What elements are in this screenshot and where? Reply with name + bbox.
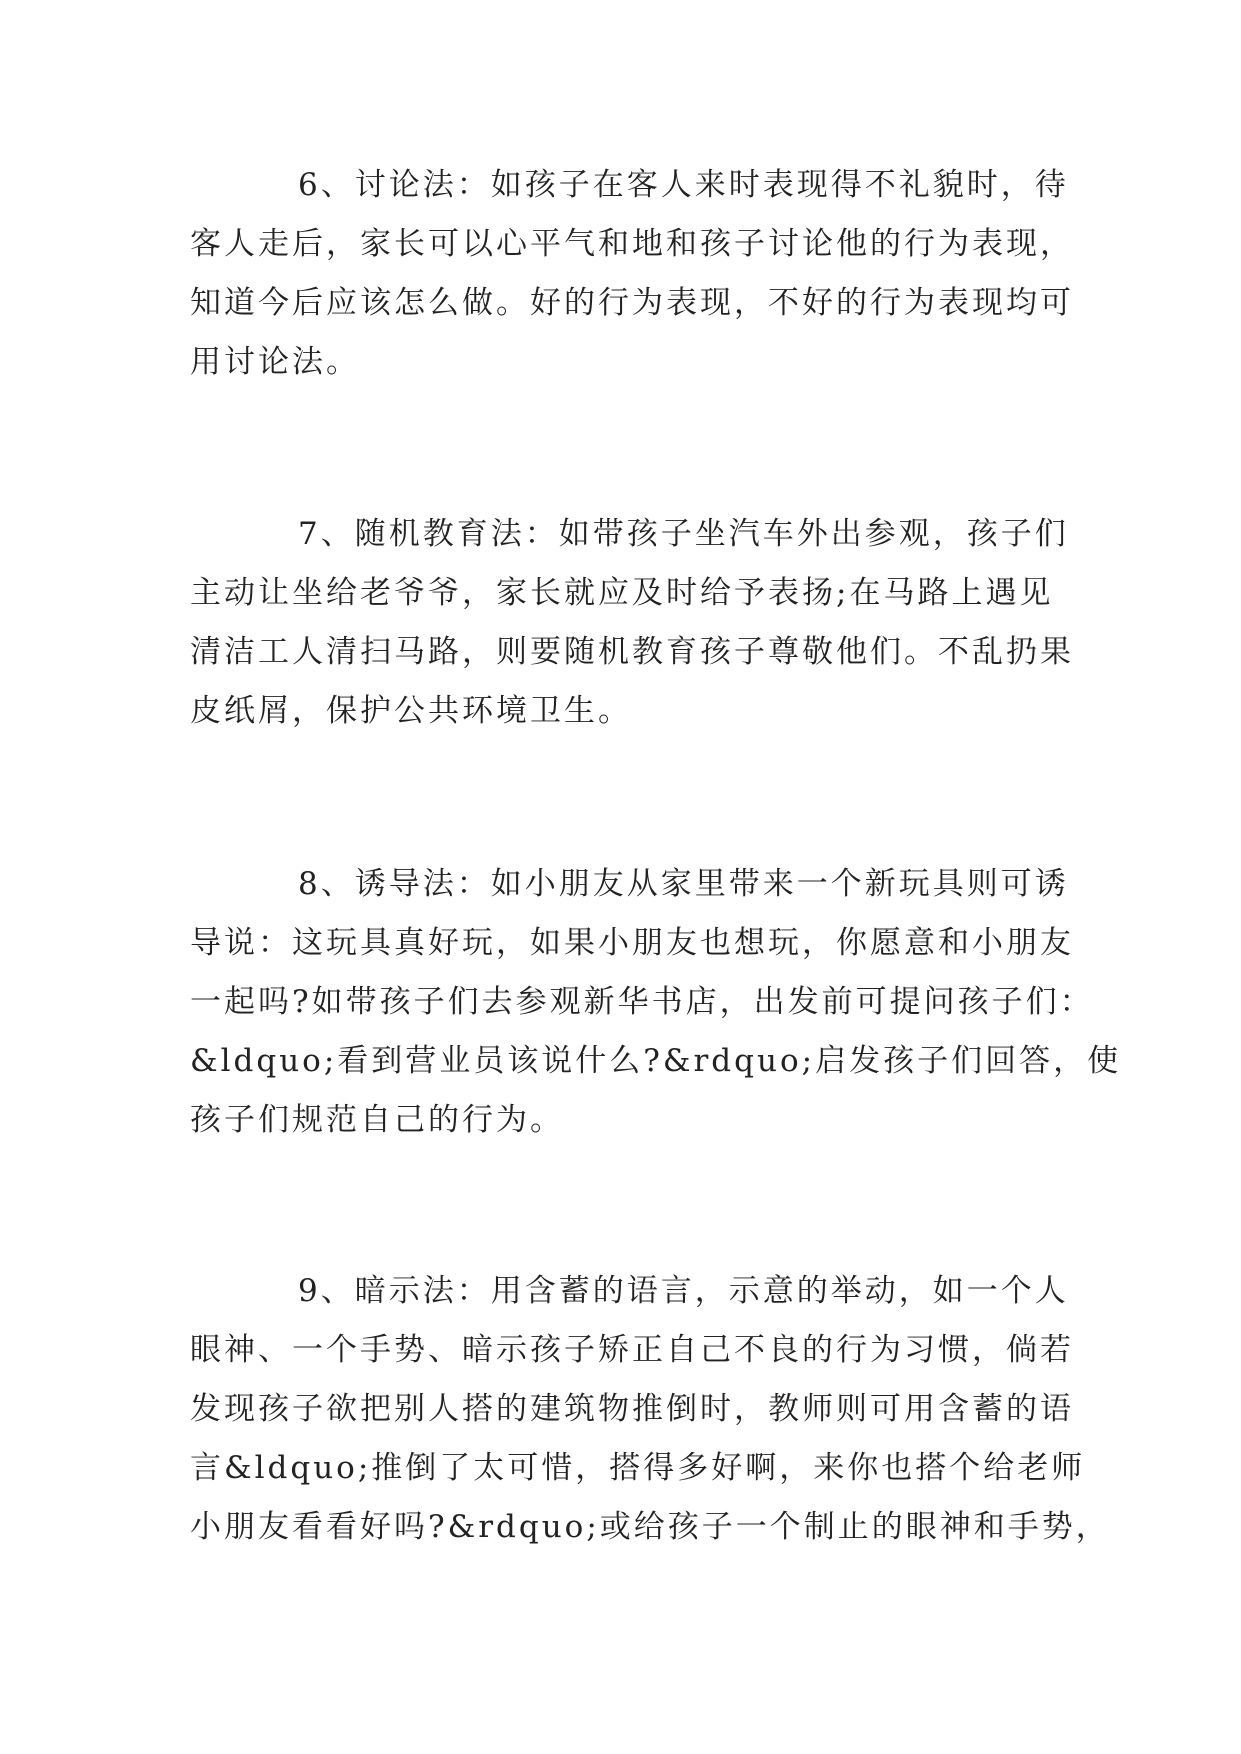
paragraph-line: 主动让坐给老爷爷，家长就应及时给予表扬;在马路上遇见 — [190, 575, 1054, 611]
paragraph-8-guidance-method — [190, 855, 1122, 1150]
paragraph-line: &ldquo;看到营业员该说什么?&rdquo;启发孩子们回答，使 — [190, 1043, 1122, 1079]
paragraph-line: 9、暗示法：用含蓄的语言，示意的举动，如一个人 — [298, 1273, 1069, 1309]
paragraph-line: 客人走后，家长可以心平气和地和孩子讨论他的行为表现， — [190, 226, 1074, 262]
paragraph-line: 清洁工人清扫马路，则要随机教育孩子尊敬他们。不乱扔果 — [190, 634, 1074, 670]
paragraph-line: 孩子们规范自己的行为。 — [190, 1102, 564, 1138]
paragraph-line: 眼神、一个手势、暗示孩子矫正自己不良的行为习惯，倘若 — [190, 1332, 1074, 1368]
paragraph-line: 7、随机教育法：如带孩子坐汽车外出参观，孩子们 — [298, 516, 1069, 552]
paragraph-line: 知道今后应该怎么做。好的行为表现，不好的行为表现均可 — [190, 285, 1074, 321]
paragraph-7-random-education-method — [190, 505, 1074, 741]
paragraph-line: 导说：这玩具真好玩，如果小朋友也想玩，你愿意和小朋友 — [190, 925, 1074, 961]
paragraph-line: 一起吗?如带孩子们去参观新华书店，出发前可提问孩子们： — [190, 984, 1094, 1020]
paragraph-6-discussion-method — [190, 156, 1074, 392]
paragraph-line: 小朋友看看好吗?&rdquo;或给孩子一个制止的眼神和手势， — [190, 1509, 1110, 1545]
paragraph-9-hint-method — [190, 1262, 1110, 1557]
paragraph-line: 言&ldquo;推倒了太可惜，搭得多好啊，来你也搭个给老师 — [190, 1450, 1086, 1486]
paragraph-line: 用讨论法。 — [190, 344, 360, 380]
paragraph-line: 6、讨论法：如孩子在客人来时表现得不礼貌时，待 — [298, 167, 1069, 203]
paragraph-line: 8、诱导法：如小朋友从家里带来一个新玩具则可诱 — [298, 866, 1069, 902]
paragraph-line: 发现孩子欲把别人搭的建筑物推倒时，教师则可用含蓄的语 — [190, 1391, 1074, 1427]
paragraph-line: 皮纸屑，保护公共环境卫生。 — [190, 693, 632, 729]
